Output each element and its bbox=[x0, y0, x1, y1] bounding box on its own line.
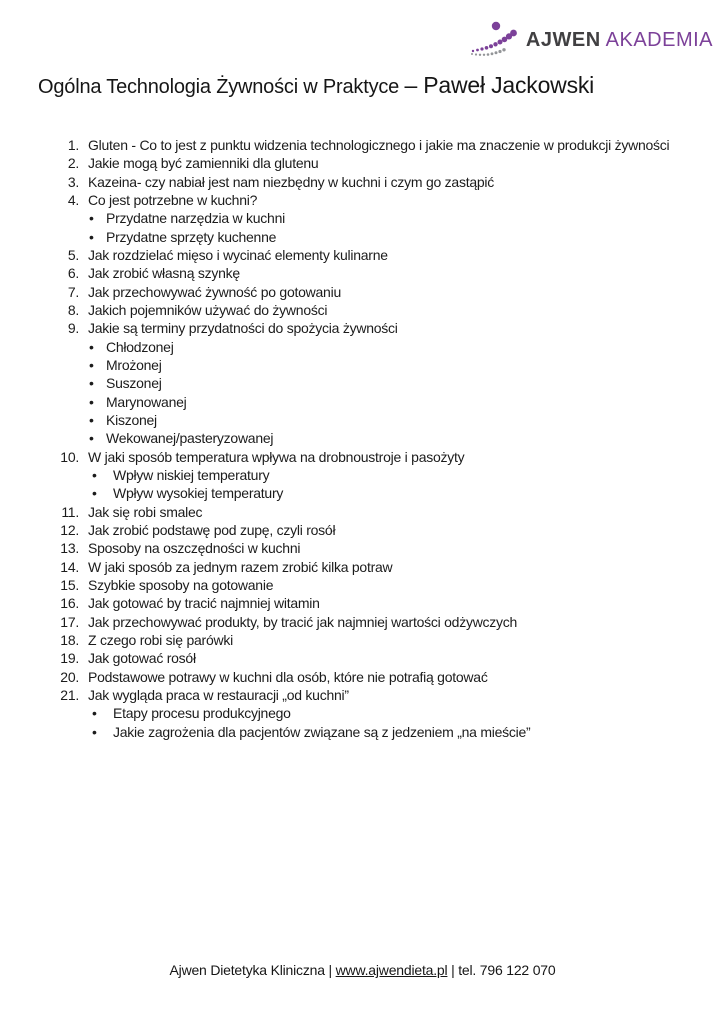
list-item-number: 15. bbox=[60, 576, 79, 593]
list-item-number: 3. bbox=[67, 173, 79, 190]
list-item bbox=[0, 503, 725, 521]
list-item-number: 21. bbox=[60, 686, 79, 703]
list-item-number: 12. bbox=[60, 521, 79, 538]
list-item-text: Jak gotować by tracić najmniej witamin bbox=[88, 595, 320, 612]
sub-bullet-text: Etapy procesu produkcyjnego bbox=[113, 705, 291, 722]
bullet-icon: • bbox=[89, 228, 94, 245]
list-item bbox=[0, 631, 725, 649]
list-item-text: Jak wygląda praca w restauracji „od kuchni” bbox=[88, 686, 349, 703]
list-item-text: Jak zrobić własną szynkę bbox=[88, 265, 240, 282]
bullet-icon: • bbox=[89, 411, 94, 428]
list-item-number: 14. bbox=[60, 558, 79, 575]
list-item-text: Jakie mogą być zamienniki dla glutenu bbox=[88, 155, 319, 172]
list-item bbox=[0, 576, 725, 594]
list-item bbox=[0, 649, 725, 667]
page-title-author: – Paweł Jackowski bbox=[404, 72, 595, 98]
sub-bullet-text: Suszonej bbox=[106, 375, 162, 392]
list-item-text: Szybkie sposoby na gotowanie bbox=[88, 576, 274, 593]
list-item-number: 18. bbox=[60, 631, 79, 648]
topic-list bbox=[0, 136, 725, 741]
list-item-number: 8. bbox=[67, 301, 79, 318]
sub-bullet bbox=[0, 228, 725, 246]
sub-bullet bbox=[0, 466, 725, 484]
sub-bullet bbox=[0, 374, 725, 392]
list-item bbox=[0, 686, 725, 704]
list-item-number: 5. bbox=[67, 246, 79, 263]
footer-company: Ajwen Dietetyka Kliniczna | bbox=[169, 962, 336, 978]
list-item bbox=[0, 264, 725, 282]
sub-bullet bbox=[0, 484, 725, 502]
list-item bbox=[0, 154, 725, 172]
list-item-text: Sposoby na oszczędności w kuchni bbox=[88, 540, 301, 557]
list-item-text: Jak rozdzielać mięso i wycinać elementy kulinarne bbox=[88, 246, 388, 263]
sub-bullet-text: Wpływ niskiej temperatury bbox=[113, 466, 270, 483]
list-item-text: Jak się robi smalec bbox=[88, 503, 203, 520]
list-item-number: 11. bbox=[61, 503, 79, 520]
list-item bbox=[0, 173, 725, 191]
page-title bbox=[38, 72, 594, 99]
bullet-icon: • bbox=[92, 705, 97, 722]
list-item-number: 19. bbox=[60, 650, 79, 667]
bullet-icon: • bbox=[92, 466, 97, 483]
list-item-number: 9. bbox=[67, 320, 79, 337]
bullet-icon: • bbox=[92, 723, 97, 740]
list-item bbox=[0, 668, 725, 686]
list-item-text: W jaki sposób za jednym razem zrobić kilka potraw bbox=[88, 558, 393, 575]
bullet-icon: • bbox=[89, 210, 94, 227]
list-item-text: Jakie są terminy przydatności do spożycia żywności bbox=[88, 320, 398, 337]
sub-bullet bbox=[0, 209, 725, 227]
sub-bullet-text: Mrożonej bbox=[106, 356, 162, 373]
sub-bullet-text: Wpływ wysokiej temperatury bbox=[113, 485, 284, 502]
bullet-icon: • bbox=[89, 375, 94, 392]
list-item-text: Jakich pojemników używać do żywności bbox=[88, 301, 328, 318]
bullet-icon: • bbox=[89, 338, 94, 355]
list-item bbox=[0, 521, 725, 539]
list-item bbox=[0, 613, 725, 631]
list-item-text: Gluten - Co to jest z punktu widzenia technologicznego i jakie ma znaczenie w produkcji żywności bbox=[88, 137, 670, 153]
page-footer bbox=[0, 962, 725, 978]
bullet-icon: • bbox=[89, 430, 94, 447]
list-item bbox=[0, 191, 725, 209]
sub-bullet bbox=[0, 704, 725, 722]
list-item bbox=[0, 594, 725, 612]
sub-bullet-text: Wekowanej/pasteryzowanej bbox=[106, 430, 274, 447]
list-item-text: Podstawowe potrawy w kuchni dla osób, które nie potrafią gotować bbox=[88, 668, 488, 685]
ajwen-akademia-logo bbox=[470, 16, 713, 63]
list-item-text: Kazeina- czy nabiał jest nam niezbędny w kuchni i czym go zastąpić bbox=[88, 173, 495, 190]
sub-bullet bbox=[0, 393, 725, 411]
list-item-text: W jaki sposób temperatura wpływa na drobnoustroje i pasożyty bbox=[88, 448, 465, 465]
footer-phone: | tel. 796 122 070 bbox=[447, 962, 556, 978]
page-title-main: Ogólna Technologia Żywności w Praktyce bbox=[38, 76, 405, 98]
sub-bullet-text: Przydatne narzędzia w kuchni bbox=[106, 210, 285, 227]
list-item-number: 2. bbox=[67, 155, 79, 172]
list-item bbox=[0, 246, 725, 264]
sub-bullet-text: Chłodzonej bbox=[106, 338, 174, 355]
list-item-number: 20. bbox=[60, 668, 79, 685]
list-item-number: 6. bbox=[67, 265, 79, 282]
list-item bbox=[0, 448, 725, 466]
bullet-icon: • bbox=[92, 485, 97, 502]
bullet-icon: • bbox=[89, 356, 94, 373]
list-item-number: 16. bbox=[60, 595, 79, 612]
list-item bbox=[0, 539, 725, 557]
logo-swoosh-icon bbox=[470, 20, 520, 63]
list-item-text: Jak przechowywać żywność po gotowaniu bbox=[88, 283, 341, 300]
list-item-text: Jak przechowywać produkty, by tracić jak najmniej wartości odżywczych bbox=[88, 613, 518, 630]
sub-bullet bbox=[0, 338, 725, 356]
list-item-text: Jak zrobić podstawę pod zupę, czyli rosół bbox=[88, 521, 336, 538]
footer-website-link[interactable]: www.ajwendieta.pl bbox=[335, 962, 448, 978]
list-item bbox=[0, 136, 725, 154]
bullet-icon: • bbox=[89, 393, 94, 410]
list-item bbox=[0, 283, 725, 301]
sub-bullet bbox=[0, 723, 725, 741]
sub-bullet bbox=[0, 356, 725, 374]
sub-bullet bbox=[0, 429, 725, 447]
list-item-text: Jak gotować rosół bbox=[88, 650, 196, 667]
logo-text-ajwen: AJWEN bbox=[525, 28, 601, 51]
sub-bullet bbox=[0, 411, 725, 429]
list-item-text: Co jest potrzebne w kuchni? bbox=[88, 191, 258, 208]
sub-bullet-text: Kiszonej bbox=[106, 411, 157, 428]
list-item bbox=[0, 301, 725, 319]
sub-bullet-text: Przydatne sprzęty kuchenne bbox=[106, 228, 277, 245]
list-item-text: Z czego robi się parówki bbox=[88, 631, 233, 648]
list-item-number: 7. bbox=[67, 283, 79, 300]
list-item-number: 17. bbox=[60, 613, 79, 630]
list-item bbox=[0, 558, 725, 576]
list-item-number: 1. bbox=[67, 137, 79, 153]
list-item-number: 13. bbox=[60, 540, 79, 557]
logo-text-akademia: AKADEMIA bbox=[605, 28, 713, 51]
list-item-number: 10. bbox=[60, 448, 79, 465]
sub-bullet-text: Marynowanej bbox=[106, 393, 187, 410]
list-item bbox=[0, 319, 725, 337]
sub-bullet-text: Jakie zagrożenia dla pacjentów związane są z jedzeniem „na mieście” bbox=[113, 723, 531, 740]
list-item-number: 4. bbox=[67, 191, 79, 208]
